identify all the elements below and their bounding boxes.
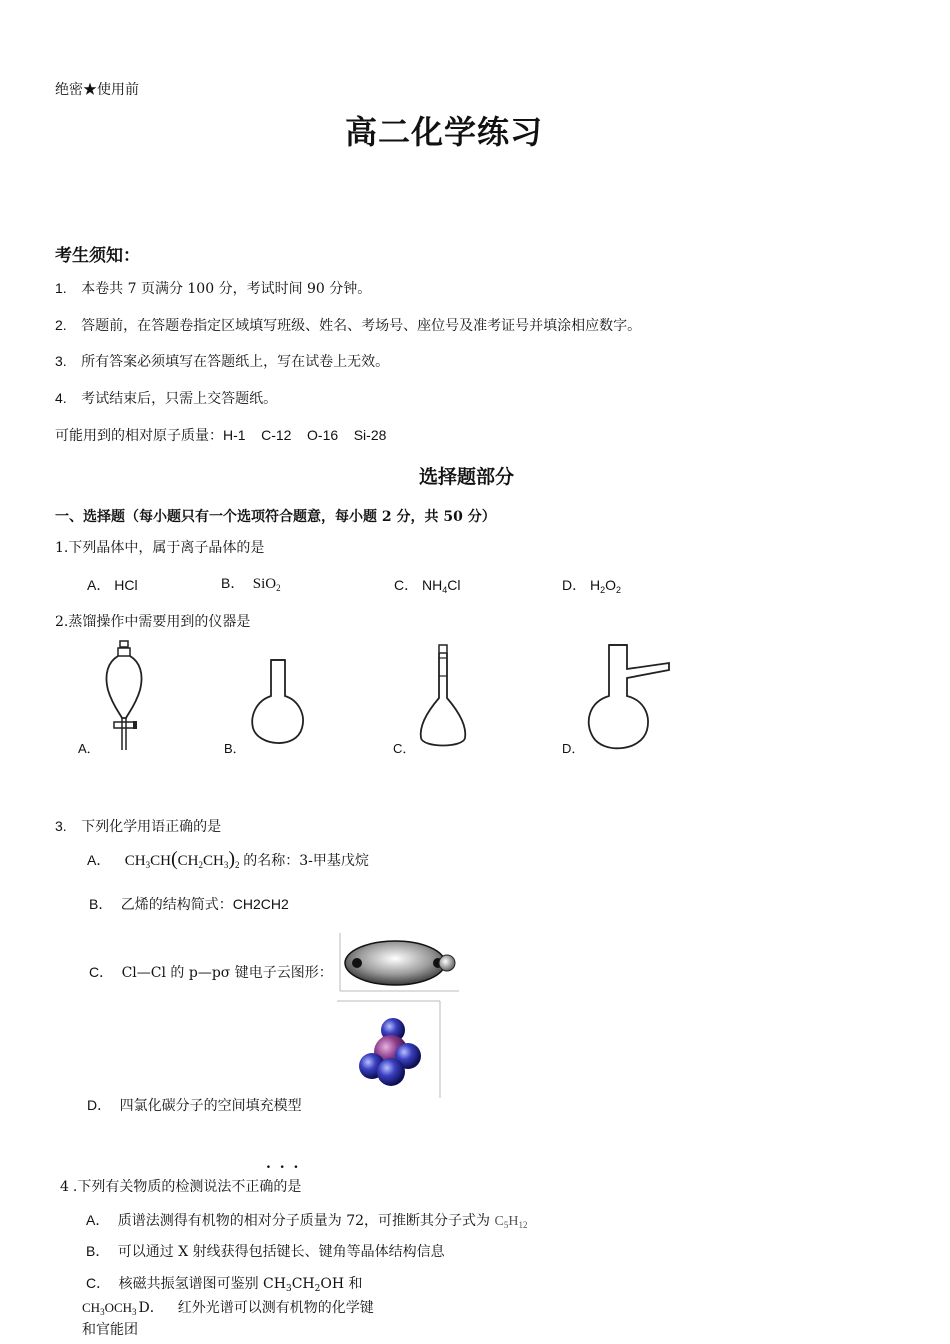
- formula-text: CH: [291, 1276, 315, 1292]
- page-title: 高二化学练习: [345, 113, 544, 151]
- formula-sub: 4: [442, 585, 448, 595]
- distillation-flask-icon: [585, 642, 675, 754]
- paren: ): [228, 848, 236, 870]
- ccl4-space-filling-model-icon: [336, 1000, 444, 1100]
- formula-text: OCH: [104, 1300, 133, 1315]
- formula-text: SiO: [252, 576, 277, 592]
- formula-sub: 5: [503, 1220, 509, 1230]
- option-label: B．: [221, 575, 245, 591]
- q4-option-a: [86, 1210, 527, 1230]
- electron-cloud-icon: [339, 933, 461, 993]
- q4-option-d-label: D．: [138, 1300, 164, 1316]
- q3-option-c: [89, 962, 333, 982]
- formula-text: Cl: [447, 577, 461, 593]
- formula-text: CH: [124, 853, 146, 869]
- q1-option-a: [87, 575, 138, 595]
- notice-item-num: 3.: [55, 353, 67, 369]
- notice-item: [55, 388, 277, 408]
- option-text: 质谱法测得有机物的相对分子质量为 72，可推断其分子式为: [117, 1213, 495, 1229]
- volumetric-flask-icon: [415, 642, 471, 754]
- notice-item: [55, 315, 641, 335]
- formula-sub: 2: [600, 585, 606, 595]
- question-num: 4: [60, 1179, 69, 1195]
- notice-item: [55, 351, 389, 371]
- option-label: C．: [89, 964, 114, 980]
- q4-option-d-text: 红外光谱可以测有机物的化学键: [177, 1300, 374, 1316]
- notice-item-num: 1.: [55, 280, 67, 296]
- notice-item-text: 考试结束后，只需上交答题纸。: [81, 391, 278, 407]
- atomic-mass-label: 可能用到的相对原子质量：: [55, 428, 223, 444]
- option-label: A．: [86, 1212, 110, 1228]
- notice-item-text: 本卷共 7 页满分 100 分，考试时间 90 分钟。: [81, 281, 372, 297]
- formula-sub: 2: [616, 585, 622, 595]
- atomic-mass-line: [55, 425, 386, 445]
- q4-option-c-cont: [82, 1297, 374, 1317]
- secret-mark: 绝密★使用前: [55, 82, 139, 98]
- formula-sub: 2: [314, 1284, 321, 1294]
- separatory-funnel-icon: [100, 640, 150, 755]
- q2-option-d: D．: [562, 741, 585, 756]
- option-label: D．: [87, 1097, 112, 1113]
- formula-text: C: [494, 1214, 504, 1229]
- formula-sub: 12: [518, 1220, 528, 1230]
- atomic-mass-values: H-1 C-12 O-16 Si-28: [223, 427, 387, 443]
- q1-option-d: [562, 575, 621, 595]
- option-label: C．: [394, 577, 419, 593]
- option-label: B．: [89, 896, 113, 912]
- formula-text: CH2CH2: [232, 896, 289, 912]
- option-label: B．: [86, 1243, 110, 1259]
- formula-sub: 3: [285, 1284, 292, 1294]
- formula-sub: 3: [145, 860, 151, 870]
- option-label: C．: [86, 1275, 111, 1291]
- q2-option-b: B．: [224, 741, 246, 756]
- option-text: HCl: [114, 577, 138, 593]
- option-label: A．: [87, 852, 111, 868]
- formula-text: H: [590, 577, 601, 593]
- paren: (: [170, 848, 178, 870]
- option-text: 四氯化碳分子的空间填充模型: [119, 1098, 302, 1114]
- formula-text: OH 和: [320, 1276, 363, 1292]
- option-text: 乙烯的结构简式：: [120, 897, 233, 913]
- formula-sub: 3: [223, 860, 229, 870]
- formula-text: CH: [177, 853, 199, 869]
- q4-option-d-cont: 和官能团: [82, 1322, 138, 1338]
- round-bottom-flask-icon: [250, 658, 310, 753]
- question-num: 3.: [55, 818, 67, 834]
- option-label: D．: [562, 577, 587, 593]
- q2-option-c: C．: [393, 741, 416, 756]
- question-text: .下列有关物质的检测说法不正确的是: [72, 1179, 302, 1195]
- q3-option-b: [89, 894, 289, 914]
- formula-sub: 2: [235, 860, 240, 870]
- question-text: 下列化学用语正确的是: [81, 819, 222, 835]
- q4-option-b: [86, 1241, 445, 1261]
- formula-text: CH: [150, 853, 171, 869]
- q3-option-a: [87, 848, 369, 871]
- formula-sub: 2: [198, 860, 203, 870]
- option-label: A．: [87, 577, 111, 593]
- option-text: 核磁共振氢谱图可鉴别 CH: [118, 1276, 286, 1292]
- q1-stem: 1.下列晶体中，属于离子晶体的是: [55, 540, 265, 556]
- notice-item-num: 2.: [55, 317, 67, 333]
- section-title: 选择题部分: [419, 466, 515, 488]
- option-text: Cl—Cl 的 p—pσ 键电子云图形：: [121, 965, 333, 981]
- formula-sub: 3: [100, 1307, 105, 1317]
- formula-sub: 2: [276, 583, 281, 593]
- option-text: 可以通过 X 射线获得包括键长、键角等晶体结构信息: [117, 1244, 445, 1260]
- notice-heading: 考生须知：: [55, 246, 140, 266]
- formula-text: CH: [82, 1300, 101, 1315]
- notice-item-text: 答题前，在答题卷指定区域填写班级、姓名、考场号、座位号及准考证号并填涂相应数字。: [81, 318, 642, 334]
- q1-option-b: [221, 573, 281, 593]
- q2-stem: 2.蒸馏操作中需要用到的仪器是: [55, 614, 251, 630]
- formula-text: H: [508, 1214, 519, 1229]
- q4-option-c: [86, 1273, 362, 1294]
- emphasis-dots: . . .: [266, 1156, 301, 1172]
- notice-item: [55, 278, 371, 298]
- notice-item-num: 4.: [55, 390, 67, 406]
- q3-stem: [55, 816, 221, 836]
- formula-text: O: [605, 577, 617, 593]
- q1-option-c: [394, 575, 461, 595]
- part-heading: 一、选择题（每小题只有一个选项符合题意，每小题 2 分，共 50 分）: [55, 509, 496, 525]
- formula-sub: 3: [132, 1307, 137, 1317]
- q3-option-d: [87, 1095, 302, 1115]
- option-text: 的名称：3-甲基戊烷: [243, 853, 369, 869]
- q4-stem: [60, 1176, 301, 1196]
- notice-item-text: 所有答案必须填写在答题纸上，写在试卷上无效。: [81, 354, 390, 370]
- formula-text: CH: [203, 853, 224, 869]
- q2-option-a: A．: [78, 741, 100, 756]
- formula-text: NH: [422, 577, 443, 593]
